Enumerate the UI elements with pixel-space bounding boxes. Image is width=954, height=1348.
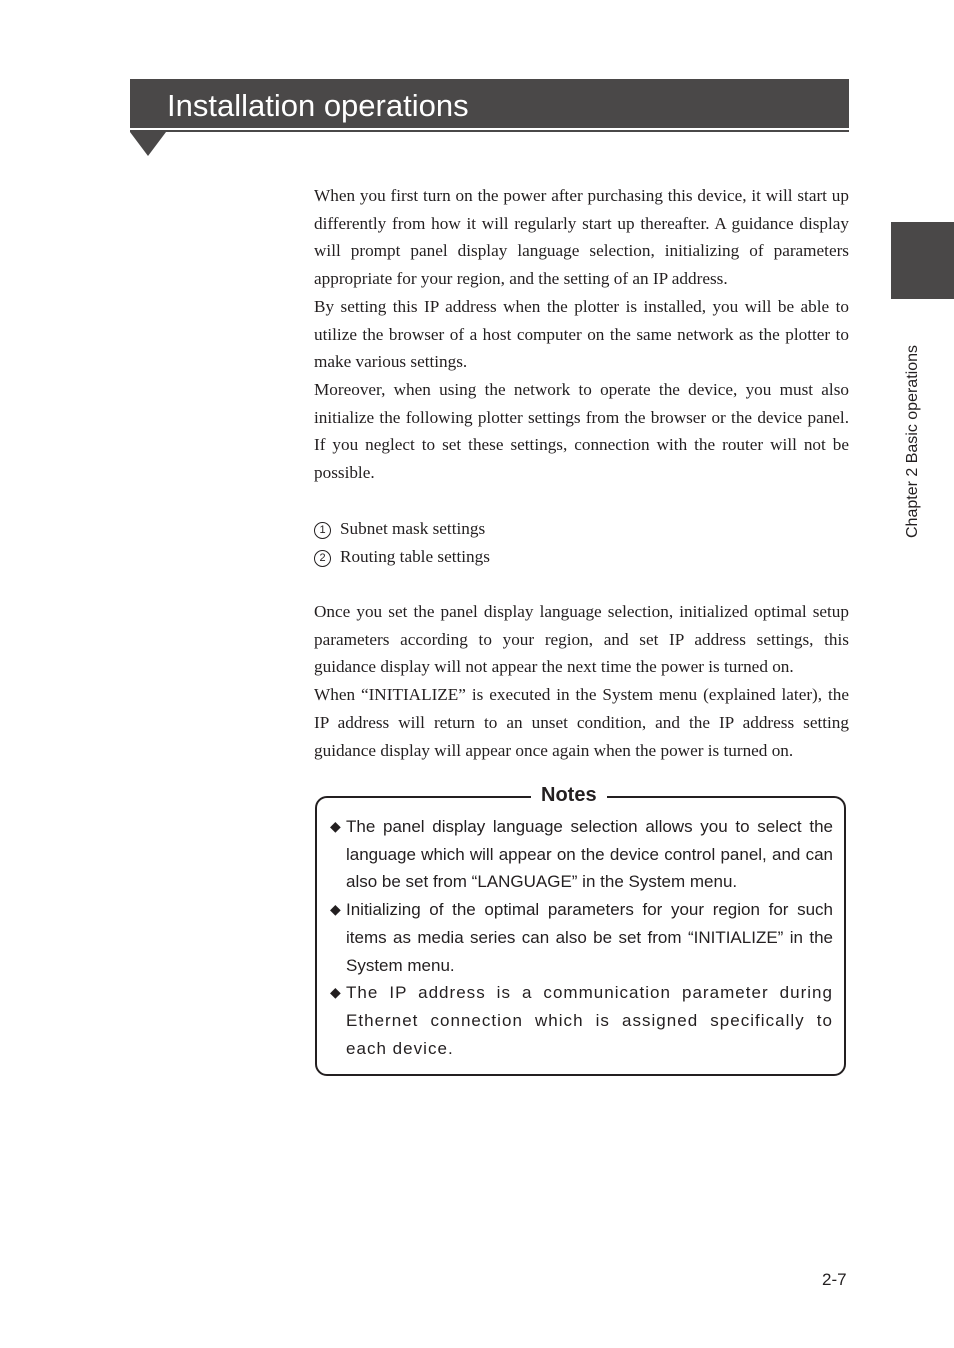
- list-item-label: Subnet mask settings: [340, 519, 486, 538]
- page-number: 2-7: [822, 1270, 847, 1289]
- intro-paragraph: When you first turn on the power after purchasing this device, it will start up differently from how it will regularly start up thereafter. A guidance display will prompt panel display language selection, initializing of parameters appropriate for your region, and the setting of an IP address.: [314, 186, 849, 289]
- chapter-thumb-tab: [891, 222, 954, 299]
- notes-title: Notes: [531, 781, 607, 809]
- list-item: [314, 543, 849, 571]
- circled-number-1: 1: [314, 522, 331, 539]
- note-item: [330, 813, 833, 896]
- list-item-label: Routing table settings: [340, 546, 490, 566]
- intro-section: [314, 182, 849, 487]
- settings-list: [314, 515, 849, 570]
- chapter-label: Chapter 2 Basic operations: [904, 345, 921, 538]
- intro-paragraph: Moreover, when using the network to operate the device, you must also initialize the following plotter settings from the browser or the device panel. If you neglect to set these settings, connection with the router will not be possible.: [314, 379, 849, 483]
- diamond-bullet-icon: ◆: [330, 984, 341, 1001]
- header-underline: [130, 130, 849, 132]
- note-text: The IP address is a communication parameter during Ethernet connection which is assigned specifically to each device.: [346, 983, 833, 1058]
- header-notch-decoration: [130, 132, 166, 156]
- diamond-bullet-icon: ◆: [330, 901, 341, 918]
- note-text: Initializing of the optimal parameters for your region for such items as media series can also be set from “INITIALIZE” in the System menu.: [346, 900, 833, 975]
- note-text: The panel display language selection allows you to select the language which will appear on the device control panel, and can also be set from “LANGUAGE” in the System menu.: [346, 817, 833, 892]
- list-item: [314, 515, 849, 543]
- note-item: [330, 979, 833, 1062]
- diamond-bullet-icon: ◆: [330, 818, 341, 834]
- closing-paragraph: When “INITIALIZE” is executed in the System menu (explained later), the IP address will return to an unset condition, and the IP address setting guidance display will appear once again when the power is turned on.: [314, 685, 849, 760]
- page-title: Installation operations: [167, 88, 469, 123]
- closing-paragraph: Once you set the panel display language selection, initialized optimal setup parameters according to your region, and set IP address settings, this guidance display will not appear the next time the power is turned on.: [314, 602, 849, 677]
- notes-list: [330, 813, 833, 1062]
- circled-number-2: 2: [314, 550, 331, 567]
- note-item: [330, 896, 833, 979]
- intro-paragraph: By setting this IP address when the plotter is installed, you will be able to utilize the browser of a host computer on the same network as the plotter to make various settings.: [314, 296, 849, 372]
- closing-section: [314, 598, 849, 764]
